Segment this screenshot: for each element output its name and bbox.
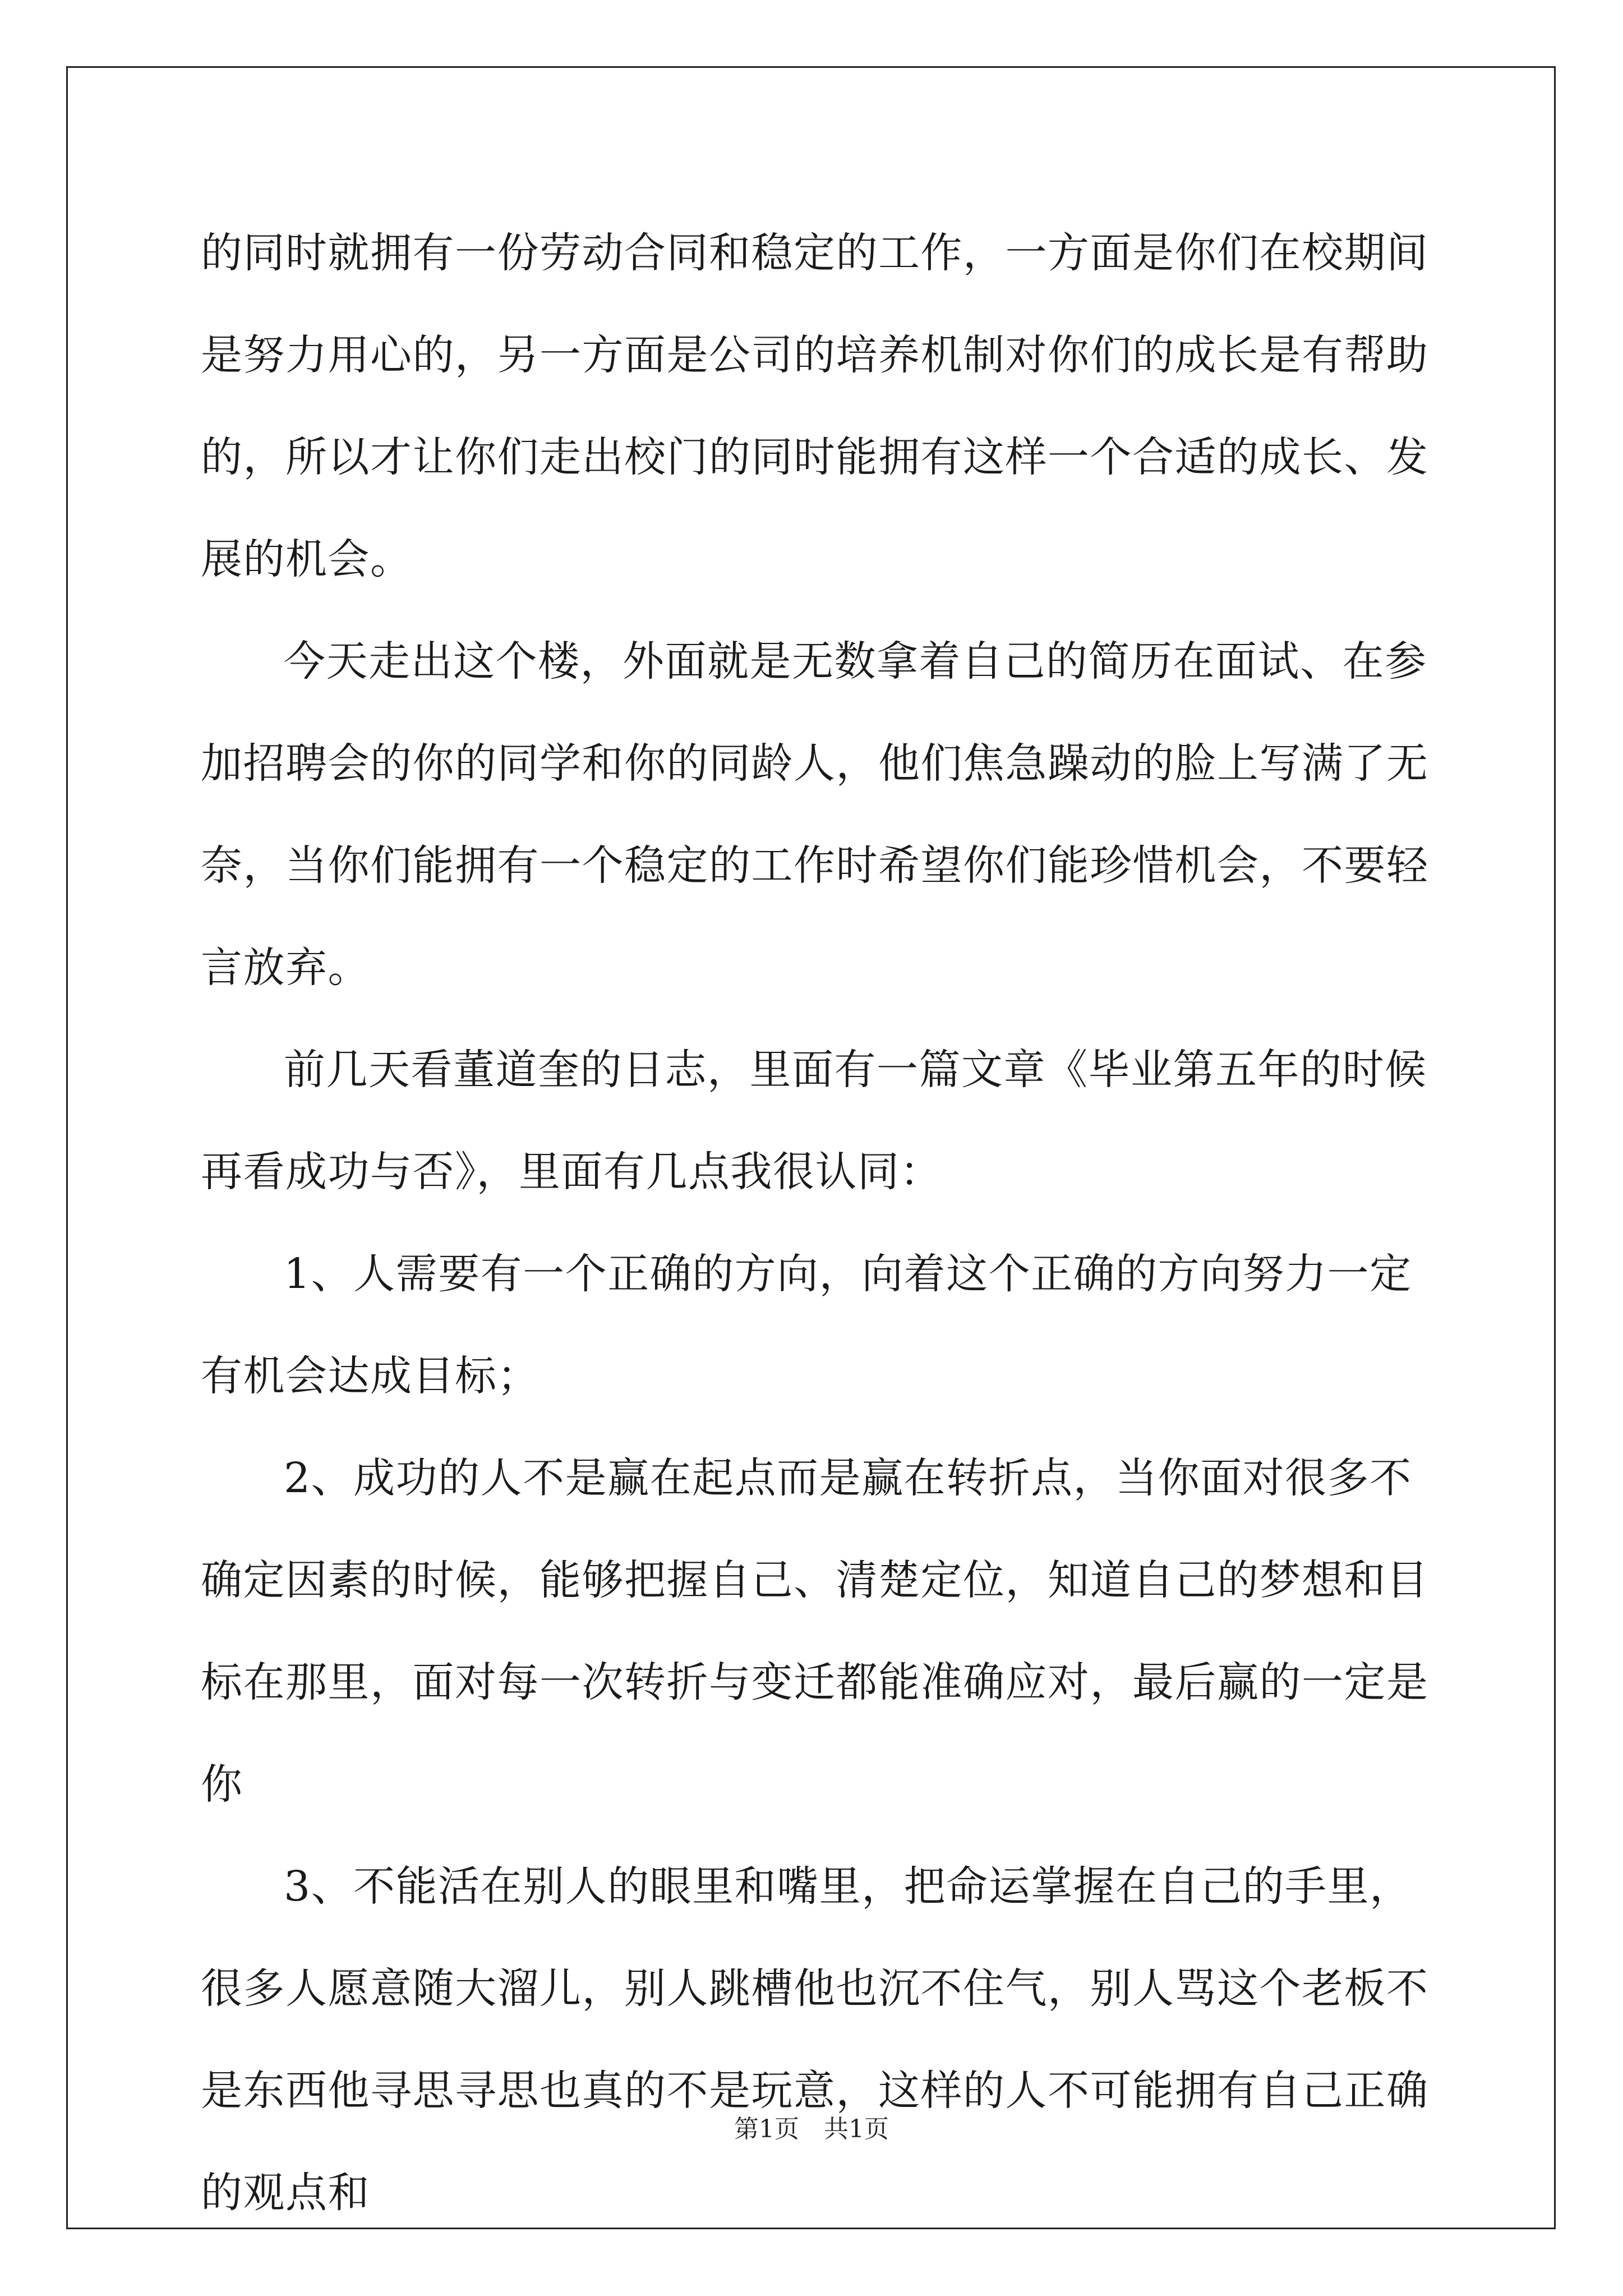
paragraph: 今天走出这个楼，外面就是无数拿着自己的简历在面试、在参加招聘会的你的同学和你的同龄人，他们焦急躁动的脸上写满了无奈，当你们能拥有一个稳定的工作时希望你们能珍惜机会，不要轻言放弃。 — [201, 637, 1429, 992]
page-number: 第1页 共1页 — [734, 2115, 889, 2143]
paragraph-continuation: 的同时就拥有一份劳动合同和稳定的工作，一方面是你们在校期间是努力用心的，另一方面是公司的培养机制对你们的成长是有帮助的，所以才让你们走出校门的同时能拥有这样一个合适的成长、发展的机会。 — [201, 229, 1429, 583]
paragraph: 前几天看董道奎的日志，里面有一篇文章《毕业第五年的时候再看成功与否》，里面有几点我很认同： — [201, 1046, 1427, 1196]
list-item-2: 2、成功的人不是赢在起点而是赢在转折点，当你面对很多不确定因素的时候，能够把握自己、清楚定位，知道自己的梦想和目标在那里，面对每一次转折与变迁都能准确应对，最后赢的一定是你 — [201, 1454, 1429, 1809]
list-item-3: 3、不能活在别人的眼里和嘴里，把命运掌握在自己的手里，很多人愿意随大溜儿，别人跳槽他也沉不住气，别人骂这个老板不是东西他寻思寻思也真的不是玩意，这样的人不可能拥有自己正确的观点和 — [201, 1862, 1429, 2217]
page-footer — [0, 2113, 1623, 2146]
list-item-1: 1、人需要有一个正确的方向，向着这个正确的方向努力一定有机会达成目标； — [201, 1250, 1412, 1400]
document-body — [201, 202, 1429, 2244]
